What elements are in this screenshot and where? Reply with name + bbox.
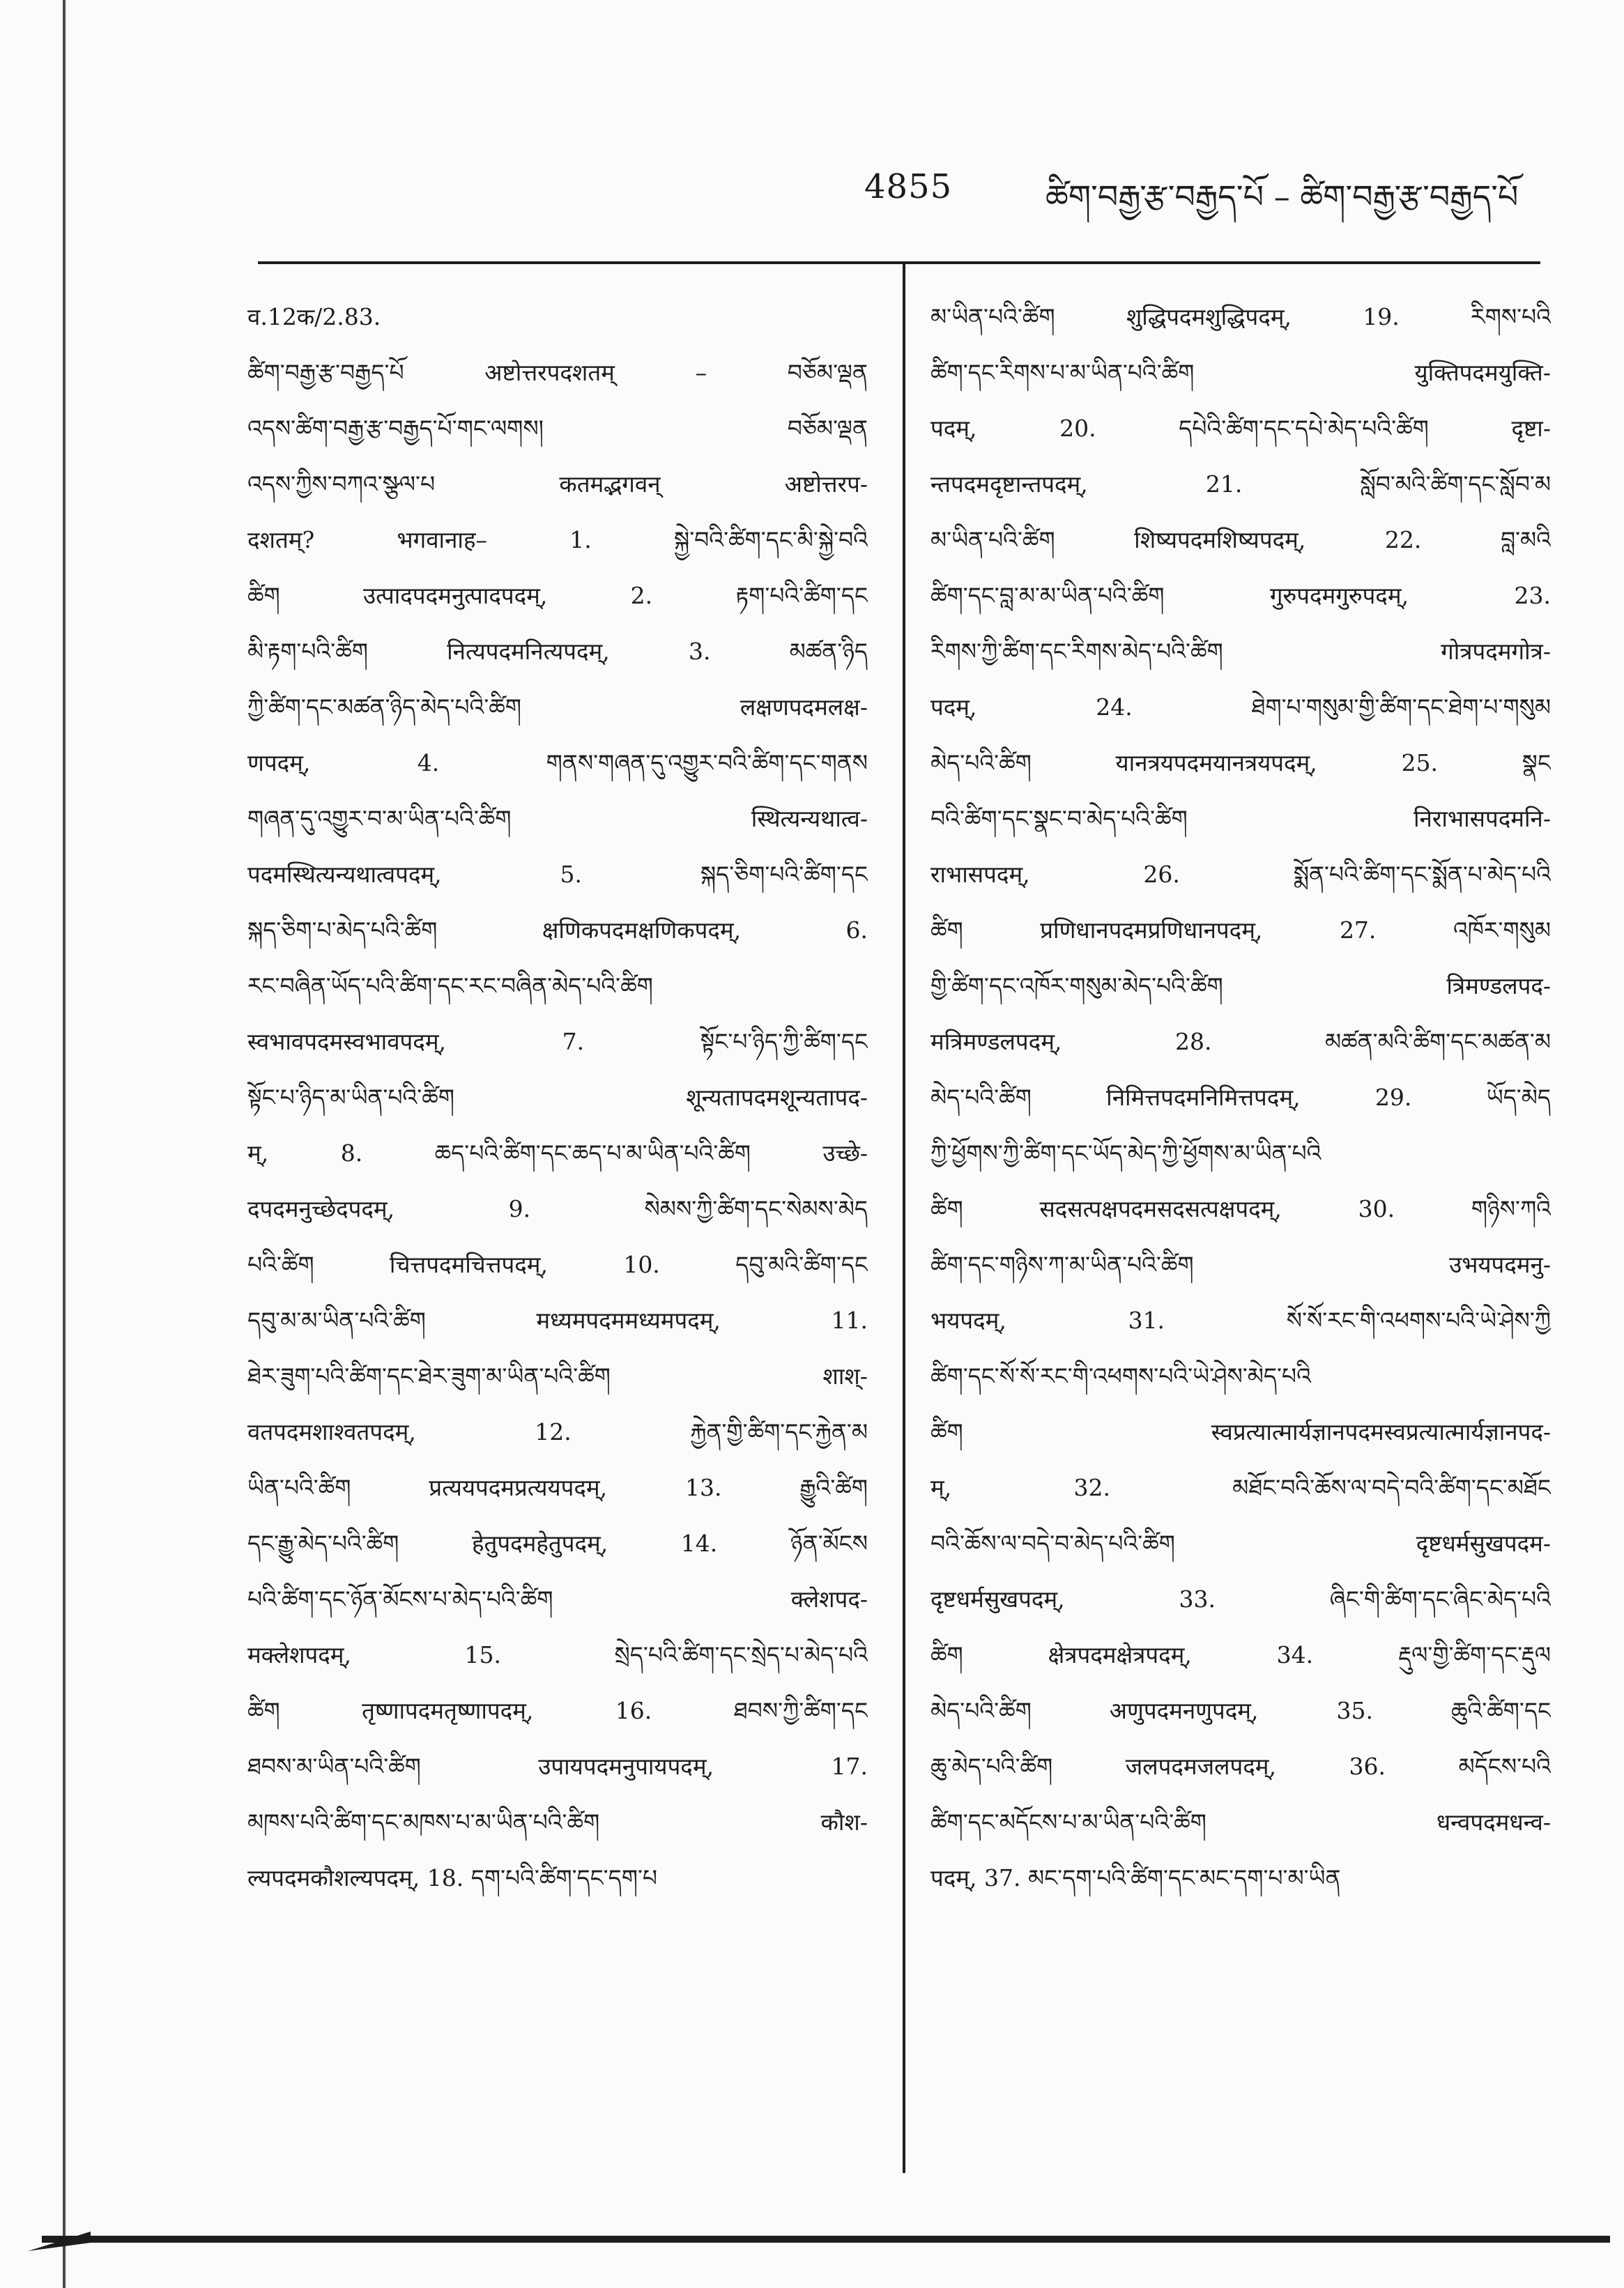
text-line: མེད་པའི་ཚིག यानत्रयपदमयानत्रयपदम्, 25. སྣང	[930, 749, 1551, 776]
text-line: མཁས་པའི་ཚིག་དང་མཁས་པ་མ་ཡིན་པའི་ཚིག कौश-	[247, 1809, 868, 1836]
text-line: སྟོང་པ་ཉིད་མ་ཡིན་པའི་ཚིག शून्यतापदमशून्यतापद-	[247, 1084, 868, 1111]
text-line: म्, 32. མཐོང་བའི་ཆོས་ལ་བདེ་བའི་ཚིག་དང་མཐོང	[930, 1474, 1551, 1501]
text-line: དབུ་མ་མ་ཡིན་པའི་ཚིག मध्यमपदममध्यमपदम्, 11.	[247, 1307, 868, 1334]
text-line: म्, 8. ཆད་པའི་ཚིག་དང་ཆད་པ་མ་ཡིན་པའི་ཚིག उच्छे-	[247, 1139, 868, 1167]
text-line: ཀྱི་ཚིག་དང་མཚན་ཉིད་མེད་པའི་ཚིག लक्षणपदमलक्ष-	[247, 693, 868, 721]
text-line: मत्रिमण्डलपदम्, 28. མཚན་མའི་ཚིག་དང་མཚན་མ	[930, 1028, 1551, 1055]
text-line: འདས་ཚིག་བརྒྱ་རྩ་བརྒྱད་པོ་གང་ལགས། བཅོམ་ལྡན	[247, 415, 868, 442]
text-line: पदमस्थित्यन्यथात्वपदम्, 5. སྐད་ཅིག་པའི་ཚིག་དང	[247, 861, 868, 888]
text-line: पदम्, 20. དཔེའི་ཚིག་དང་དཔེ་མེད་པའི་ཚིག दृष्टा-	[930, 415, 1551, 442]
text-line: ཚིག་དང་སོ་སོ་རང་གི་འཕགས་པའི་ཡེ་ཤེས་མེད་པའི	[930, 1362, 1311, 1390]
text-line: རང་བཞིན་ཡོད་པའི་ཚིག་དང་རང་བཞིན་མེད་པའི་ཚིག	[247, 972, 653, 999]
text-line: གཞན་དུ་འགྱུར་བ་མ་ཡིན་པའི་ཚིག स्थित्यन्यथात्व-	[247, 805, 868, 832]
text-line: स्वभावपदमस्वभावपदम्, 7. སྟོང་པ་ཉིད་ཀྱི་ཚིག་དང	[247, 1028, 868, 1055]
text-line: ཚིག་དང་གཉིས་ཀ་མ་ཡིན་པའི་ཚིག उभयपदमनु-	[930, 1251, 1551, 1278]
column-divider	[903, 263, 905, 2173]
text-line: दपदमनुच्छेदपदम्, 9. སེམས་ཀྱི་ཚིག་དང་སེམས་མེད	[247, 1195, 868, 1222]
text-line: ཡིན་པའི་ཚིག प्रत्ययपदमप्रत्ययपदम्, 13. རྒྱུའི་ཚིག	[247, 1474, 868, 1501]
text-line: ཆུ་མེད་པའི་ཚིག जलपदमजलपदम्, 36. མདོངས་པའི	[930, 1753, 1551, 1780]
text-line: མ་ཡིན་པའི་ཚིག शिष्यपदमशिष्यपदम्, 22. བླ་མའི	[930, 526, 1551, 553]
text-line: पदम्, 24. ཐེག་པ་གསུམ་གྱི་ཚིག་དང་ཐེག་པ་གསུམ	[930, 693, 1551, 721]
text-line: ཚིག तृष्णापदमतृष्णापदम्, 16. ཐབས་ཀྱི་ཚིག་དང	[247, 1697, 868, 1724]
text-line: राभासपदम्, 26. སྨོན་པའི་ཚིག་དང་སྨོན་པ་མེད་པའི	[930, 861, 1551, 888]
header-rule	[258, 261, 1540, 264]
text-line: ཚིག प्रणिधानपदमप्रणिधानपदम्, 27. འཁོར་གསུམ	[930, 916, 1551, 944]
running-title: ཚིག་བརྒྱ་རྩ་བརྒྱད་པོ – ཚིག་བརྒྱ་རྩ་བརྒྱད་པོ	[1045, 178, 1519, 215]
text-line: ल्यपदमकौशल्यपदम्, 18. དག་པའི་ཚིག་དང་དག་པ	[247, 1864, 658, 1891]
text-line: མ་ཡིན་པའི་ཚིག शुद्धिपदमशुद्धिपदम्, 19. རིགས་པའི	[930, 303, 1551, 330]
text-line: མེད་པའི་ཚིག अणुपदमनणुपदम्, 35. ཆུའི་ཚིག་དང	[930, 1697, 1551, 1724]
text-line: ཀྱི་ཕྱོགས་ཀྱི་ཚིག་དང་ཡོད་མེད་ཀྱི་ཕྱོགས་མ་ཡིན་པའི	[930, 1139, 1322, 1167]
text-line: दृष्टधर्मसुखपदम्, 33. ཞིང་གི་ཚིག་དང་ཞིང་མེད་པའི	[930, 1586, 1551, 1613]
text-line: པའི་ཚིག་དང་ཉོན་མོངས་པ་མེད་པའི་ཚིག क्लेशपद-	[247, 1586, 868, 1613]
text-line: དང་རྒྱུ་མེད་པའི་ཚིག हेतुपदमहेतुपदम्, 14. ཉོན་མོངས	[247, 1530, 868, 1557]
right-column	[930, 289, 1551, 1906]
text-line: णपदम्, 4. གནས་གཞན་དུ་འགྱུར་བའི་ཚིག་དང་གནས	[247, 749, 868, 776]
text-line: གྱི་ཚིག་དང་འཁོར་གསུམ་མེད་པའི་ཚིག त्रिमण्डलपद-	[930, 972, 1551, 999]
text-line: ཚིག सदसत्पक्षपदमसदसत्पक्षपदम्, 30. གཉིས་ཀའི	[930, 1195, 1551, 1222]
text-line: ཚིག क्षेत्रपदमक्षेत्रपदम्, 34. རྡུལ་གྱི་ཚིག་དང་རྡུལ	[930, 1641, 1551, 1668]
text-line: ཚིག་བརྒྱ་རྩ་བརྒྱད་པོ अष्टोत्तरपदशतम् – བཅོམ་ལྡན	[247, 359, 868, 386]
text-line: མེད་པའི་ཚིག निमित्तपदमनिमित्तपदम्, 29. ཡོད་མེད	[930, 1084, 1551, 1111]
page-number: 4855	[864, 167, 953, 206]
text-line: ཚིག उत्पादपदमनुत्पादपदम्, 2. རྟག་པའི་ཚིག་དང	[247, 582, 868, 609]
text-line: ཐབས་མ་ཡིན་པའི་ཚིག उपायपदमनुपायपदम्, 17.	[247, 1753, 868, 1780]
text-line: བའི་ཆོས་ལ་བདེ་བ་མེད་པའི་ཚིག दृष्टधर्मसुखपदम-	[930, 1530, 1551, 1557]
page-bottom-edge	[42, 2236, 1610, 2243]
text-line: པའི་ཚིག चित्तपदमचित्तपदम्, 10. དབུ་མའི་ཚིག་དང	[247, 1251, 868, 1278]
text-line: व.12क/2.83.	[247, 303, 381, 330]
page-spine-edge	[63, 0, 66, 2288]
text-line: ཚིག་དང་རིགས་པ་མ་ཡིན་པའི་ཚིག युक्तिपदमयुक्ति-	[930, 359, 1551, 386]
text-line: མི་རྟག་པའི་ཚིག नित्यपदमनित्यपदम्, 3. མཚན་ཉིད	[247, 638, 868, 665]
text-line: འདས་ཀྱིས་བཀའ་སྩལ་པ कतमद्भगवन् अष्टोत्तरप-	[247, 470, 868, 498]
text-line: ཚིག स्वप्रत्यात्मार्यज्ञानपदमस्वप्रत्यात्मार्यज्ञानपद-	[930, 1418, 1551, 1445]
text-line: བའི་ཚིག་དང་སྣང་བ་མེད་པའི་ཚིག निराभासपदमनि-	[930, 805, 1551, 832]
text-line: ཚིག་དང་མདོངས་པ་མ་ཡིན་པའི་ཚིག धन्वपदमधन्व-	[930, 1809, 1551, 1836]
text-line: दशतम्? भगवानाह– 1. སྐྱེ་བའི་ཚིག་དང་མི་སྐྱེ་བའི	[247, 526, 868, 553]
text-line: རིགས་ཀྱི་ཚིག་དང་རིགས་མེད་པའི་ཚིག गोत्रपदमगोत्र-	[930, 638, 1551, 665]
left-column	[247, 289, 868, 1906]
text-line: वतपदमशाश्वतपदम्, 12. རྐྱེན་གྱི་ཚིག་དང་རྐྱེན་མ	[247, 1418, 868, 1445]
text-line: मक्लेशपदम्, 15. སྲེད་པའི་ཚིག་དང་སྲེད་པ་མེད་པའི	[247, 1641, 868, 1668]
text-line: ཚིག་དང་བླ་མ་མ་ཡིན་པའི་ཚིག गुरुपदमगुरुपदम्, 23.	[930, 582, 1551, 609]
text-line: ཐེར་ཟུག་པའི་ཚིག་དང་ཐེར་ཟུག་མ་ཡིན་པའི་ཚིག शाश्-	[247, 1362, 868, 1390]
text-line: སྐད་ཅིག་པ་མེད་པའི་ཚིག क्षणिकपदमक्षणिकपदम्, 6.	[247, 916, 868, 944]
text-line: पदम्, 37. མང་དག་པའི་ཚིག་དང་མང་དག་པ་མ་ཡིན	[930, 1864, 1341, 1891]
text-line: भयपदम्, 31. སོ་སོ་རང་གི་འཕགས་པའི་ཡེ་ཤེས་ཀྱི	[930, 1307, 1551, 1334]
text-line: न्तपदमदृष्टान्तपदम्, 21. སློབ་མའི་ཚིག་དང་སློབ་མ	[930, 470, 1551, 498]
